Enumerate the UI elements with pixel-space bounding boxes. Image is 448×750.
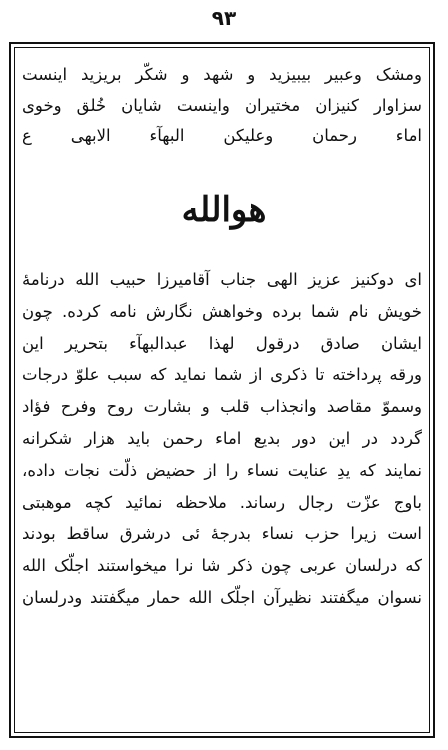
text-line: نسوان میگفتند نظیرآن اجلّک الله حمار میگفتند ودرلسان bbox=[22, 587, 422, 607]
section-heading: هوالله bbox=[181, 190, 267, 230]
intro-paragraph bbox=[20, 60, 424, 152]
page-number: ۹۳ bbox=[211, 6, 237, 30]
text-line: سزاوار کنیزان مختیران واینست شایان خُلق وخوی bbox=[22, 95, 422, 115]
text-line: ایشان صادق درقول لهذا عبدالبهآء بتحریر این bbox=[22, 333, 422, 353]
body-paragraph bbox=[20, 264, 424, 614]
text-line: که درلسان عربی چون ذکر شا نرا میخواستند اجلّک الله bbox=[22, 556, 422, 576]
text-line: وسموّ مقاصد وانجذاب قلب و بشارت روح وفرح فؤاد bbox=[22, 397, 422, 417]
text-line: ورقه پرداخته تا ذکری از شما نماید که سبب علوّ درجات bbox=[22, 365, 422, 385]
text-line: ای دوکنیز عزیز الهی جناب آقامیرزا حبیب الله درنامهٔ bbox=[22, 270, 422, 289]
text-line: گردد در این دور بدیع اماء رحمن باید هزار شکرانه bbox=[22, 428, 422, 448]
text-line: نمایند که یدِ عنایت نساء را از حضیض ذلّت نجات داده، bbox=[22, 460, 422, 480]
text-line: است زیرا حزب نساء بدرجهٔ ئی درشرق ساقط بودند bbox=[22, 524, 422, 544]
text-line: خویش نام شما برده وخواهش نگارش نامه کرده. چون bbox=[22, 301, 422, 321]
text-line: ومشک وعبیر بیبیزید و شهد و شکّر بریزید اینست bbox=[22, 65, 422, 84]
text-line: اماء رحمان وعلیکن البهآء الابهی ع bbox=[22, 126, 422, 145]
text-line: باوج عزّت رجال رساند. ملاحظه نمائید کچه موهبتی bbox=[22, 492, 422, 512]
